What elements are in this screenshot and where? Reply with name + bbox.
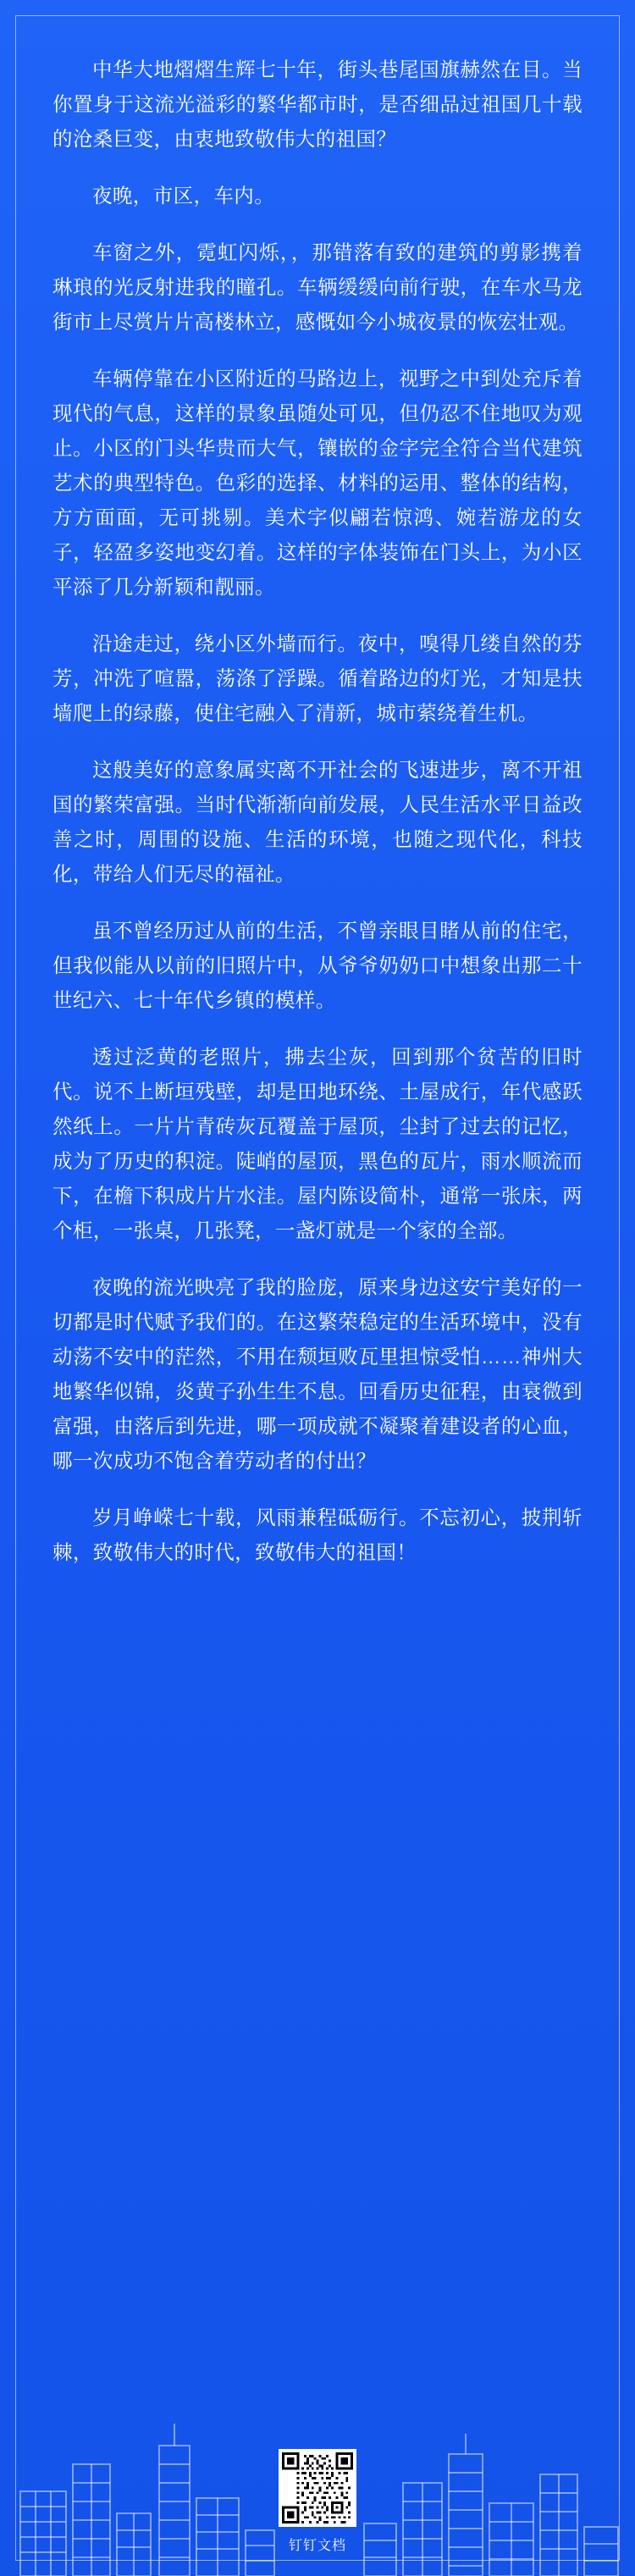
paragraph: 这般美好的意象属实离不开社会的飞速进步，离不开祖国的繁荣富强。当时代渐渐向前发展，人民生活水平日益改善之时，周围的设施、生活的环境，也随之现代化，科技化，带给人们无尽的福祉。	[52, 759, 583, 885]
paragraph: 车辆停靠在小区附近的马路边上，视野之中到处充斥着现代的气息，这样的景象虽随处可见，但仍忍不住地叹为观止。小区的门头华贵而大气，镶嵌的金字完全符合当代建筑艺术的典型特色。色彩的选择、材料的运用、整体的结构，方方面面，无可挑剔。美术字似翩若惊鸿、婉若游龙的女子，轻盈多姿地变幻着。这样的字体装饰在门头上，为小区平添了几分新颖和靓丽。	[52, 368, 583, 598]
article-body	[52, 53, 583, 1570]
footer	[0, 2449, 635, 2554]
paragraph: 岁月峥嵘七十载，风雨兼程砥砺行。不忘初心，披荆斩棘，致敬伟大的时代，致敬伟大的祖国！	[52, 1506, 583, 1563]
footer-label: 钉钉文档	[288, 2539, 346, 2553]
paragraph: 车窗之外，霓虹闪烁，，那错落有致的建筑的剪影携着琳琅的光反射进我的瞳孔。车辆缓缓向前行驶，在车水马龙街市上尽赏片片高楼林立，感慨如今小城夜景的恢宏壮观。	[52, 241, 583, 333]
paragraph: 虽不曾经历过从前的生活，不曾亲眼目睹从前的住宅，但我似能从以前的旧照片中，从爷爷奶奶口中想象出那二十世纪六、七十年代乡镇的模样。	[52, 920, 583, 1011]
paragraph: 沿途走过，绕小区外墙而行。夜中，嗅得几缕自然的芬芳，冲洗了喧嚣，荡涤了浮躁。循着路边的灯光，才知是扶墙爬上的绿藤，使住宅融入了清新，城市萦绕着生机。	[52, 633, 583, 724]
paragraph: 夜晚的流光映亮了我的脸庞，原来身边这安宁美好的一切都是时代赋予我们的。在这繁荣稳定的生活环境中，没有动荡不安中的茫然，不用在颓垣败瓦里担惊受怕……神州大地繁华似锦，炎黄子孙生生不息。回看历史征程，由衰微到富强，由落后到先进，哪一项成就不凝聚着建设者的心血，哪一次成功不饱含着劳动者的付出？	[52, 1276, 583, 1472]
paragraph: 透过泛黄的老照片，拂去尘灰，回到那个贫苦的旧时代。说不上断垣残壁，却是田地环绕、土屋成行，年代感跃然纸上。一片片青砖灰瓦覆盖于屋顶，尘封了过去的记忆，成为了历史的积淀。陡峭的屋顶，黑色的瓦片，雨水顺流而下，在檐下积成片片水洼。屋内陈设简朴，通常一张床，两个柜，一张桌，几张凳，一盏灯就是一个家的全部。	[52, 1046, 583, 1241]
paragraph: 中华大地熠熠生辉七十年，街头巷尾国旗赫然在目。当你置身于这流光溢彩的繁华都市时，是否细品过祖国几十载的沧桑巨变，由衷地致敬伟大的祖国？	[52, 58, 583, 150]
paragraph: 夜晚，市区，车内。	[92, 185, 275, 207]
qr-code-icon[interactable]	[279, 2449, 356, 2527]
